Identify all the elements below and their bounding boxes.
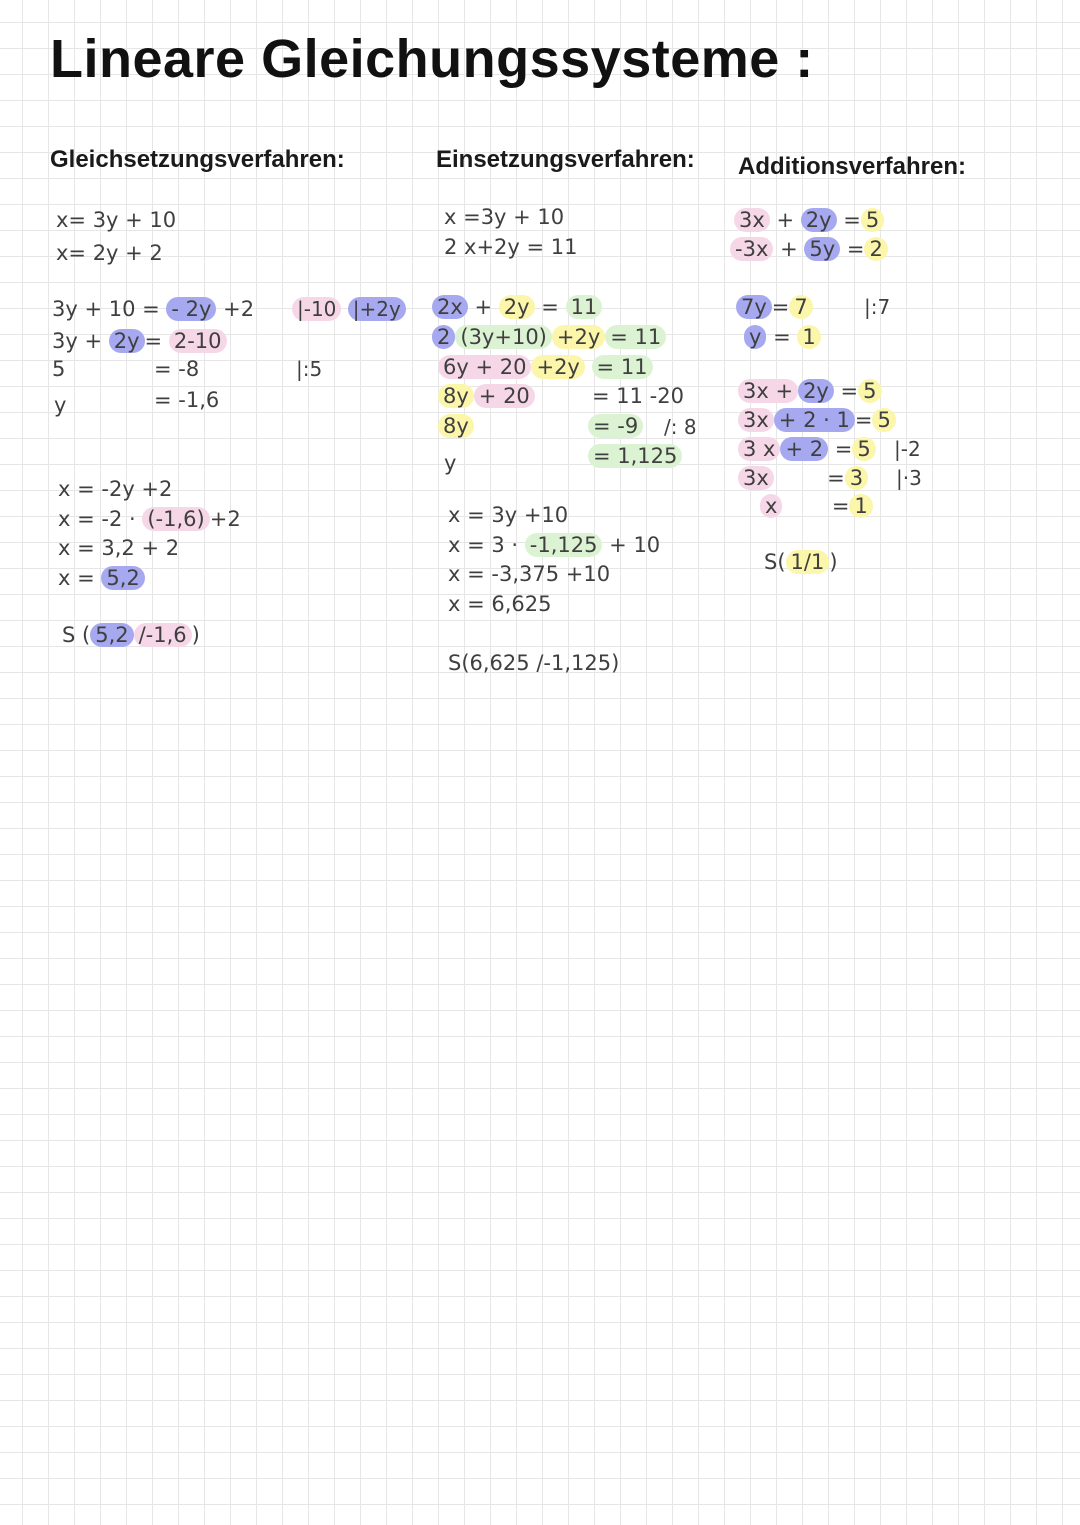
term: + <box>780 237 798 261</box>
highlight-term: = 11 <box>605 325 666 349</box>
highlight-term: 1/1 <box>786 550 830 574</box>
highlight-term: 7 <box>789 295 812 319</box>
highlight-term: 5y <box>804 237 840 261</box>
term: = <box>831 494 850 518</box>
heading-gleichsetzung: Gleichsetzungsverfahren: <box>50 146 345 173</box>
highlight-term: +2y <box>552 325 605 349</box>
x-step-3: x = -3,375 +10 <box>448 562 611 586</box>
step-line-2 <box>432 324 666 350</box>
highlight-term: 2 <box>864 237 887 261</box>
solution: S(6,625 /-1,125) <box>448 651 620 675</box>
highlight-term: 8y <box>438 384 474 408</box>
highlight-term: 3 <box>845 466 868 490</box>
step-line-5-left <box>438 413 474 439</box>
highlight-term: 3x + <box>738 379 798 403</box>
highlight-term: 5 <box>872 408 895 432</box>
operation-note: |:5 <box>296 357 323 381</box>
highlight-term: 5,2 <box>90 623 133 647</box>
x-step-4: x = 6,625 <box>448 592 552 616</box>
step-line-4-left: y <box>54 393 67 417</box>
term: 3y + <box>52 329 103 353</box>
step-line-3-left: 5 <box>52 357 66 381</box>
x-step-1: x = 3y +10 <box>448 503 569 527</box>
term: = <box>846 237 865 261</box>
highlight-term: 5 <box>858 379 881 403</box>
step-line-7 <box>760 493 873 519</box>
step-line-6-right <box>588 443 682 469</box>
heading-einsetzung: Einsetzungsverfahren: <box>436 146 695 173</box>
highlight-term: 7y <box>736 295 772 319</box>
system-equation-1 <box>734 207 884 233</box>
highlight-term: = 11 <box>592 355 653 379</box>
term: x = -2 · <box>58 507 136 531</box>
system-equation-2: 2 x+2y = 11 <box>444 235 578 259</box>
heading-addition: Additionsverfahren: <box>738 153 967 180</box>
highlight-term: (3y+10) <box>455 325 552 349</box>
x-step-4 <box>58 565 145 591</box>
step-line-4-right: = -1,6 <box>154 388 220 412</box>
step-line-2 <box>52 328 227 354</box>
term: + 10 <box>609 533 661 557</box>
system-equation-2: x= 2y + 2 <box>56 241 163 265</box>
term: +2 <box>223 297 255 321</box>
operation-note: |:7 <box>864 295 891 319</box>
solution <box>62 622 200 648</box>
step-line-2 <box>744 324 821 350</box>
x-step-1: x = -2y +2 <box>58 477 173 501</box>
x-step-3: x = 3,2 + 2 <box>58 536 180 560</box>
highlight-term: 3x <box>738 408 774 432</box>
operation-note: |-2 <box>894 437 921 461</box>
step-line-3 <box>738 378 882 404</box>
system-equation-1: x= 3y + 10 <box>56 208 177 232</box>
term: S( <box>764 550 786 574</box>
highlight-term: 1 <box>797 325 820 349</box>
highlight-term: 2 <box>432 325 455 349</box>
step-line-3 <box>438 354 653 380</box>
highlight-operation: |-10 <box>292 297 341 321</box>
highlight-term: -3x <box>730 237 773 261</box>
highlight-term: - 2y <box>166 297 216 321</box>
step-line-5-right <box>588 413 643 439</box>
highlight-term: 2y <box>798 379 834 403</box>
highlight-term: 2y <box>109 329 145 353</box>
term: = <box>144 329 169 353</box>
term: S ( <box>62 623 91 647</box>
highlight-operation: |+2y <box>348 297 406 321</box>
highlight-term: +2y <box>531 355 584 379</box>
highlight-term: = 1,125 <box>588 444 682 468</box>
highlight-term: y <box>744 325 766 349</box>
highlight-term: + 20 <box>474 384 535 408</box>
highlight-term: 2y <box>499 295 535 319</box>
term: = <box>541 295 559 319</box>
term: = <box>773 325 791 349</box>
highlight-term: (-1,6) <box>142 507 209 531</box>
highlight-term: 3x <box>738 466 774 490</box>
term: + <box>474 295 493 319</box>
step-line-4-left <box>438 383 535 409</box>
step-line-4-right: = 11 -20 <box>592 384 684 408</box>
step-line-4 <box>738 407 896 433</box>
highlight-term: 2x <box>432 295 468 319</box>
highlight-term: 5,2 <box>101 566 144 590</box>
highlight-term: 5 <box>852 437 875 461</box>
x-step-2 <box>58 506 241 532</box>
highlight-term: 3 x <box>738 437 780 461</box>
highlight-term: 2y <box>801 208 837 232</box>
highlight-term: 2-10 <box>169 329 227 353</box>
step-line-1 <box>52 296 254 322</box>
highlight-term: + 2 <box>780 437 828 461</box>
x-step-2 <box>448 532 660 558</box>
term: x = <box>58 566 95 590</box>
term: = <box>827 466 845 490</box>
operation-note <box>292 296 406 322</box>
term: x = 3 · <box>448 533 519 557</box>
step-line-6-left: y <box>444 451 457 475</box>
highlight-term: 11 <box>566 295 603 319</box>
highlight-term: 3x <box>734 208 770 232</box>
highlight-term: -1,125 <box>525 533 603 557</box>
highlight-term: 1 <box>849 494 872 518</box>
step-line-5 <box>738 436 876 462</box>
term: = <box>840 379 859 403</box>
highlight-term: + 2 · 1 <box>774 408 855 432</box>
highlight-term: = -9 <box>588 414 643 438</box>
highlight-term: 8y <box>438 414 474 438</box>
step-line-1 <box>736 294 813 320</box>
operation-note: /: 8 <box>664 415 697 439</box>
term: = <box>834 437 853 461</box>
step-line-1 <box>432 294 602 320</box>
term: ) <box>191 623 200 647</box>
term: ) <box>829 550 838 574</box>
term: +2 <box>209 507 241 531</box>
solution <box>764 549 838 575</box>
term: 3y + 10 = <box>52 297 160 321</box>
highlight-term: /-1,6 <box>134 623 192 647</box>
step-line-3-right: = -8 <box>154 357 200 381</box>
operation-note: |·3 <box>896 466 922 490</box>
term: + <box>776 208 795 232</box>
term: = <box>843 208 861 232</box>
step-line-6 <box>738 465 868 491</box>
term: = <box>771 295 790 319</box>
system-equation-2 <box>730 236 888 262</box>
page-title: Lineare Gleichungssysteme : <box>50 29 814 89</box>
highlight-term: 5 <box>861 208 884 232</box>
system-equation-1: x =3y + 10 <box>444 205 565 229</box>
highlight-term: x <box>760 494 782 518</box>
highlight-term: 6y + 20 <box>438 355 531 379</box>
term: = <box>854 408 873 432</box>
